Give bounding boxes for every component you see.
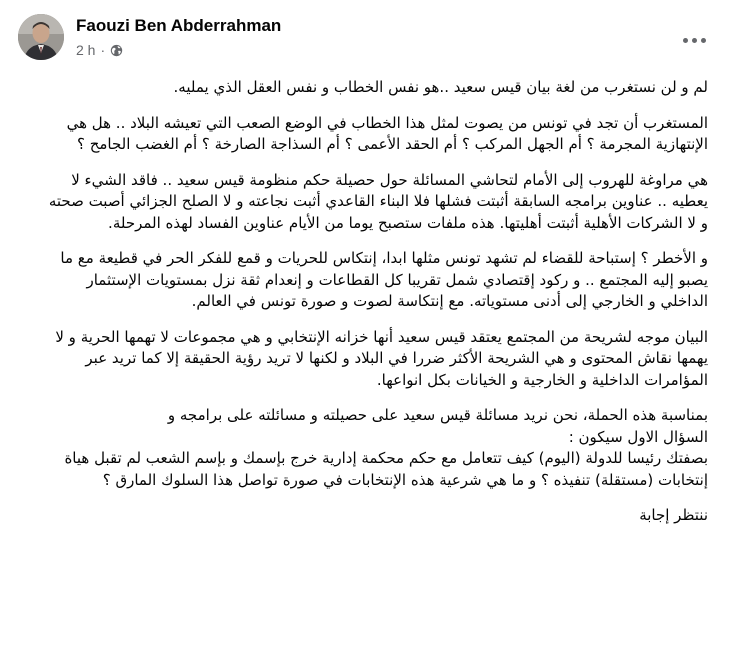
post-paragraph-6: بمناسبة هذه الحملة، نحن نريد مسائلة قيس سعيد على حصيلته و مسائلته على برامجه و السؤال الاول سيكون : بصفتك رئيسا للدولة (اليوم) كيف تتعامل مع حكم محكمة إدارية خرج بإسمك و بإسم الشعب لم تقبل هياة إنتخابات (مستقلة) تنفيذه ؟ و ما هي شرعية هذه الإنتخابات في صورة تواصل هذا السلوك المارق ؟ [64, 406, 708, 489]
avatar[interactable] [18, 14, 64, 60]
author-name[interactable]: Faouzi Ben Abderrahman [76, 16, 282, 35]
more-horizontal-icon [683, 38, 706, 43]
globe-icon[interactable] [110, 44, 123, 57]
post-paragraph-1: لم و لن نستغرب من لغة بيان قيس سعيد ..هو نفس الخطاب و نفس العقل الذي يمليه. [173, 78, 708, 96]
post-paragraph-7: ننتظر إجابة [639, 506, 708, 524]
post-paragraph-3: هي مراوغة للهروب إلى الأمام لتحاشي المسائلة حول حصيلة حكم منظومة قيس سعيد .. فاقد الشيء لا يعطيه .. عناوين برامجه السابقة أثبتت فشلها فلا البناء القاعدي أثبت نجاعته و لا الصلح الجزائي أصبت صحته و لا الشركات الأهلية أثبتت أهليتها. هذه ملفات ستصبح يوما من الأيام عناوين الفساد لهذه المرحلة. [48, 170, 708, 232]
post-paragraph-5: البيان موجه لشريحة من المجتمع يعتقد قيس سعيد أنها خزانه الإنتخابي و هي مجموعات لا تهمها الحرية و لا يهمها نقاش المحتوى و هي الشريحة الأكثر ضررا في البلاد و لكنها لا تريد رؤية الحقيقة إلا كما تريد عبر المؤامرات الداخلية و الخارجية و الخيانات بكل انواعها. [55, 327, 708, 389]
meta-separator: · [100, 42, 106, 58]
post-paragraph-4: و الأخطر ؟ إستباحة للقضاء لم تشهد تونس مثلها ابدا، إنتكاس للحريات و قمع للفكر الحر في قطيعة مع ما يصبو إليه المجتمع .. و ركود إقتصادي شمل تقريبا كل القطاعات و إنعدام ثقة نزل بمستويات الإستثمار الداخلي و الخارجي إلى أدنى مستوياته. مع إنتكاسة لصوت و صورة تونس في العالم. [60, 249, 708, 310]
author-block [76, 16, 281, 58]
more-options-button[interactable] [676, 22, 712, 58]
post-body [18, 77, 716, 527]
post-meta [76, 42, 281, 58]
avatar-image [18, 14, 64, 60]
post-paragraph-2: المستغرب أن تجد في تونس من يصوت لمثل هذا الخطاب في الوضع الصعب التي تعيشه البلاد .. هل هي الإنتهازية المجرمة ؟ أم الجهل المركب ؟ أم الحقد الأعمى ؟ أم السذاجة الصارخة ؟ أم الغضب الجامح ؟ [66, 113, 708, 153]
post-timestamp[interactable]: 2 h [76, 42, 96, 58]
post-header [18, 12, 716, 72]
